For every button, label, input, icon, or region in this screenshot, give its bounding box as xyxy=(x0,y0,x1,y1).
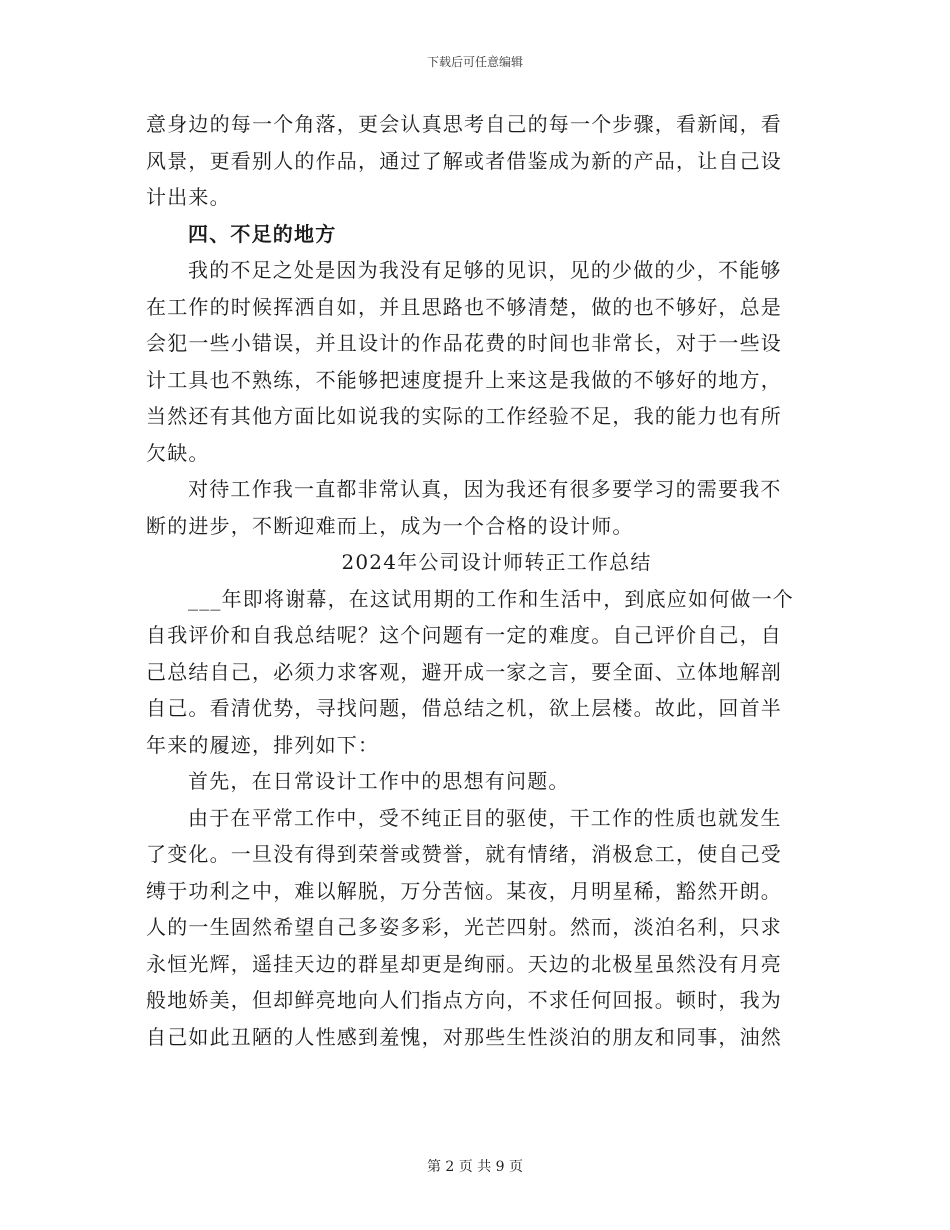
text-line: 了变化。一旦没有得到荣誉或赞誉，就有情绪，消极怠工，使自己受 xyxy=(146,842,782,866)
text-line: 缚于功利之中，难以解脱，万分苦恼。某夜，月明星稀，豁然开朗。 xyxy=(146,878,782,903)
text-line: 般地娇美，但却鲜亮地向人们指点方向，不求任何回报。顿时，我为 xyxy=(146,988,782,1012)
document-title: 2024年公司设计师转正工作总结 xyxy=(341,550,652,574)
text-line: 会犯一些小错误，并且设计的作品花费的时间也非常长，对于一些设 xyxy=(146,331,782,355)
text-line: 计出来。 xyxy=(146,185,231,209)
text-line: 我的不足之处是因为我没有足够的见识，见的少做的少，不能够 xyxy=(188,258,782,282)
page-footer: 第 2 页 共 9 页 xyxy=(426,1159,524,1175)
text-line: 己总结自己，必须力求客观，避开成一家之言，要全面、立体地解剖 xyxy=(146,659,782,684)
section-heading: 四、不足的地方 xyxy=(188,221,337,246)
text-line: 首先，在日常设计工作中的思想有问题。 xyxy=(188,769,570,793)
text-line: 永恒光辉，遥挂天边的群星却更是绚丽。天边的北极星虽然没有月亮 xyxy=(146,951,782,976)
text-line: 计工具也不熟练，不能够把速度提升上来这是我做的不够好的地方， xyxy=(146,367,782,392)
text-line: ___年即将谢幕，在这试用期的工作和生活中，到底应如何做一个 xyxy=(188,586,794,611)
text-line: 欠缺。 xyxy=(146,440,210,465)
text-line: 年来的履迹，排列如下： xyxy=(146,732,380,757)
text-line: 对待工作我一直都非常认真，因为我还有很多要学习的需要我不 xyxy=(188,477,782,501)
text-line: 自己。看清优势，寻找问题，借总结之机，欲上层楼。故此，回首半 xyxy=(146,696,782,720)
text-line: 人的一生固然希望自己多姿多彩，光芒四射。然而，淡泊名利，只求 xyxy=(146,915,782,939)
text-line: 风景，更看别人的作品，通过了解或者借鉴成为新的产品，让自己设 xyxy=(146,148,782,173)
text-line: 自我评价和自我总结呢？这个问题有一定的难度。自己评价自己，自 xyxy=(146,623,782,647)
text-line: 意身边的每一个角落，更会认真思考自己的每一个步骤，看新闻，看 xyxy=(146,112,782,136)
text-line: 断的进步，不断迎难而上，成为一个合格的设计师。 xyxy=(146,513,634,538)
document-body xyxy=(146,106,811,1055)
text-line: 由于在平常工作中，受不纯正目的驱使，干工作的性质也就发生 xyxy=(188,805,782,830)
text-line: 当然还有其他方面比如说我的实际的工作经验不足，我的能力也有所 xyxy=(146,404,782,428)
text-line: 自己如此丑陋的人性感到羞愧，对那些生性淡泊的朋友和同事，油然 xyxy=(146,1024,782,1049)
text-line: 在工作的时候挥洒自如，并且思路也不够清楚，做的也不够好，总是 xyxy=(146,294,782,319)
page-header: 下载后可任意编辑 xyxy=(426,55,523,69)
